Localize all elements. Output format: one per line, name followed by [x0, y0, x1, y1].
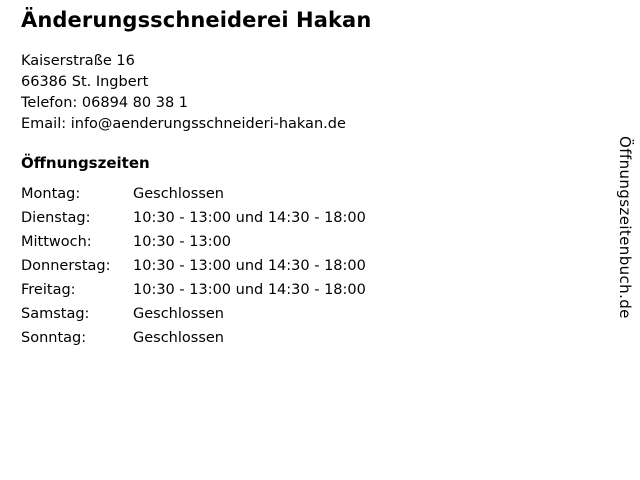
- address-phone: Telefon: 06894 80 38 1: [21, 95, 189, 112]
- day-hours: 10:30 - 13:00 und 14:30 - 18:00: [133, 210, 366, 227]
- business-info-block: [21, 8, 581, 353]
- day-label: Donnerstag:: [21, 258, 111, 275]
- opening-hours-heading: Öffnungszeiten: [21, 154, 150, 173]
- day-hours: Geschlossen: [133, 330, 224, 347]
- address-street: Kaiserstraße 16: [21, 53, 135, 70]
- address-block: [21, 51, 581, 135]
- table-row: [21, 305, 366, 329]
- address-email: Email: info@aenderungsschneideri-hakan.de: [21, 116, 346, 133]
- day-hours: 10:30 - 13:00 und 14:30 - 18:00: [133, 258, 366, 275]
- day-hours: Geschlossen: [133, 186, 224, 203]
- table-row: [21, 209, 366, 233]
- brand-watermark: Öffnungszeitenbuch.de: [616, 136, 634, 319]
- address-city: 66386 St. Ingbert: [21, 74, 149, 91]
- day-hours: Geschlossen: [133, 306, 224, 323]
- day-label: Dienstag:: [21, 210, 91, 227]
- table-row: [21, 257, 366, 281]
- day-hours: 10:30 - 13:00: [133, 234, 232, 251]
- opening-hours-table: [21, 185, 366, 353]
- table-row: [21, 281, 366, 305]
- table-row: [21, 233, 366, 257]
- day-label: Sonntag:: [21, 330, 87, 347]
- day-hours: 10:30 - 13:00 und 14:30 - 18:00: [133, 282, 366, 299]
- day-label: Montag:: [21, 186, 81, 203]
- day-label: Mittwoch:: [21, 234, 92, 251]
- day-label: Freitag:: [21, 282, 76, 299]
- page-title: Änderungsschneiderei Hakan: [21, 8, 372, 32]
- table-row: [21, 185, 366, 209]
- day-label: Samstag:: [21, 306, 90, 323]
- table-row: [21, 329, 366, 353]
